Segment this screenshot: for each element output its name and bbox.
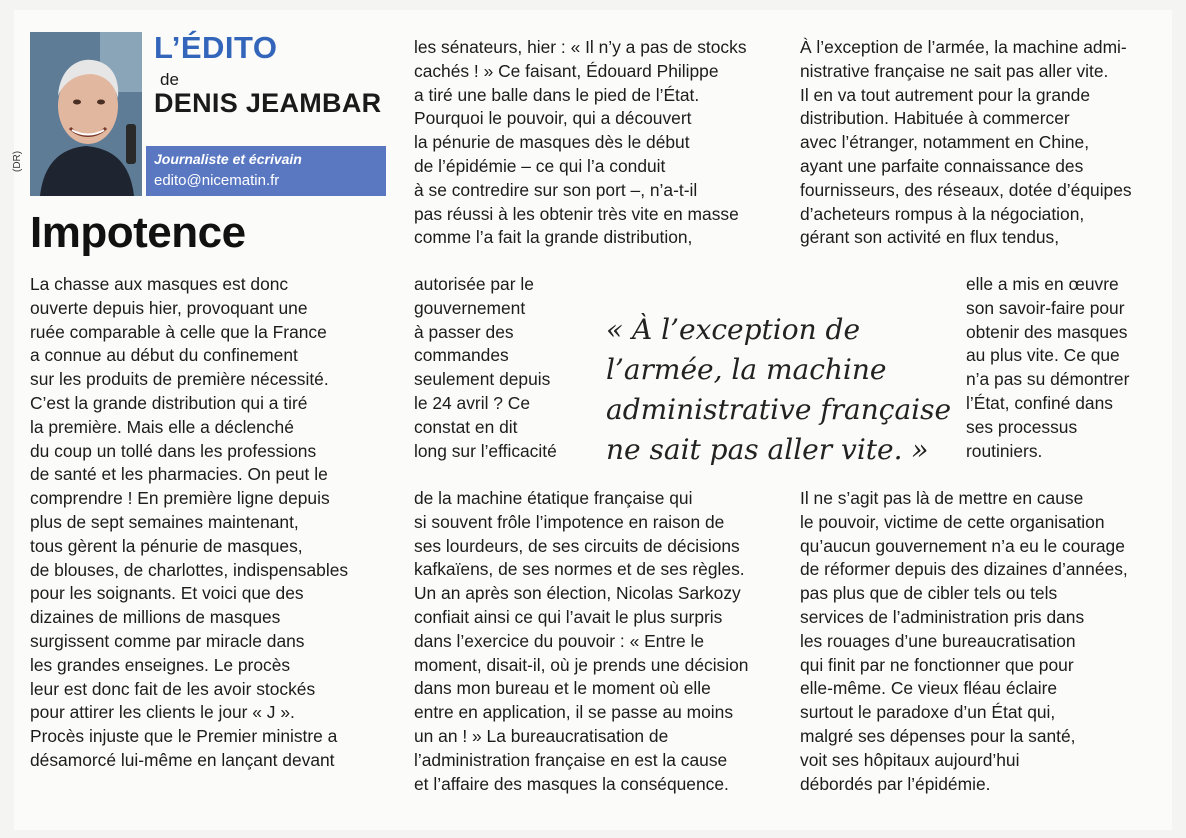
text-line: comprendre ! En première ligne depuis	[30, 488, 330, 509]
text-line: distribution. Habituée à commercer	[800, 108, 1070, 129]
text-line: C’est la grande distribution qui a tiré	[30, 392, 308, 413]
text-line: pour les soignants. Et voici que des	[30, 583, 304, 604]
text-line: constat en dit	[414, 416, 518, 437]
text-line: pas plus que de cibler tels ou tels	[800, 583, 1058, 604]
text-line: surgissent comme par miracle dans	[30, 630, 305, 651]
text-line: ne sait pas aller vite. »	[606, 433, 929, 466]
text-line: dans l’exercice du pouvoir : « Entre le	[414, 630, 705, 651]
text-line: fournisseurs, des réseaux, dotée d’équipes	[800, 179, 1132, 200]
text-line: elle-même. Ce vieux fléau éclaire	[800, 678, 1058, 699]
column-2-bottom	[414, 487, 748, 796]
text-line: un an ! » La bureaucratisation de	[414, 725, 669, 746]
text-line: ayant une parfaite connaissance des	[800, 155, 1084, 176]
text-line: La chasse aux masques est donc	[30, 274, 289, 294]
photo-credit: (DR)	[12, 150, 23, 172]
text-line: sur les produits de première nécessité.	[30, 369, 329, 390]
text-line: le 24 avril ? Ce	[414, 392, 530, 413]
text-line: autorisée par le	[414, 274, 534, 294]
text-line: voit ses hôpitaux aujourd’hui	[800, 749, 1020, 770]
text-line: routiniers.	[966, 440, 1043, 461]
text-line: plus de sept semaines maintenant,	[30, 511, 299, 532]
text-line: gérant son activité en flux tendus,	[800, 227, 1060, 248]
text-line: à se contredire sur son port –, n’a-t-il	[414, 179, 698, 200]
text-line: « À l’exception de	[606, 313, 861, 346]
text-line: qui finit par ne fonctionner que pour	[800, 654, 1074, 675]
text-line: seulement depuis	[414, 369, 551, 390]
text-line: a tiré une balle dans le pied de l’État.	[414, 84, 700, 105]
text-line: ouverte depuis hier, provoquant une	[30, 297, 308, 318]
text-line: les rouages d’une bureaucratisation	[800, 630, 1076, 651]
text-line: du coup un tollé dans les professions	[30, 440, 317, 461]
text-line: ses processus	[966, 416, 1078, 437]
text-line: de l’épidémie – ce qui l’a conduit	[414, 155, 666, 176]
text-line: Pourquoi le pouvoir, qui a découvert	[414, 108, 692, 129]
text-line: n’a pas su démontrer	[966, 369, 1130, 390]
author-info-box	[146, 146, 386, 196]
text-line: débordés par l’épidémie.	[800, 773, 991, 794]
text-line: dans mon bureau et le moment où elle	[414, 678, 711, 699]
text-line: l’armée, la machine	[606, 353, 887, 386]
text-line: de réformer depuis des dizaines d’années,	[800, 559, 1128, 580]
text-line: kafkaïens, de ses normes et de ses règles.	[414, 559, 745, 580]
text-line: Procès injuste que le Premier ministre a	[30, 726, 338, 747]
column-1	[30, 273, 348, 773]
text-line: administrative française	[606, 393, 952, 426]
text-line: de la machine étatique française qui	[414, 488, 693, 508]
column-3-middle	[966, 273, 1129, 463]
text-line: avec l’étranger, notamment en Chine,	[800, 132, 1090, 153]
text-line: de blouses, de charlottes, indispensables	[30, 559, 349, 580]
text-line: malgré ses dépenses pour la santé,	[800, 725, 1076, 746]
author-role: Journaliste et écrivain	[154, 151, 302, 167]
text-line: son savoir-faire pour	[966, 297, 1125, 318]
text-line: nistrative française ne sait pas aller vite.	[800, 60, 1109, 81]
author-name: DENIS JEAMBAR	[154, 88, 382, 118]
text-line: et l’affaire des masques la conséquence.	[414, 773, 729, 794]
pull-quote	[606, 310, 951, 470]
author-photo	[30, 32, 142, 196]
text-line: si souvent frôle l’impotence en raison de	[414, 511, 725, 532]
edito-de: de	[160, 70, 179, 89]
text-line: a connue au début du confinement	[30, 345, 298, 366]
text-line: leur est donc fait de les avoir stockés	[30, 678, 316, 699]
column-3-bottom	[800, 487, 1128, 796]
text-line: l’État, confiné dans	[966, 392, 1113, 413]
text-line: À l’exception de l’armée, la machine admi-	[800, 37, 1127, 57]
text-line: à passer des	[414, 321, 514, 342]
text-line: les sénateurs, hier : « Il n’y a pas de stocks	[414, 37, 747, 57]
text-line: désamorcé lui-même en lançant devant	[30, 749, 335, 770]
text-line: entre en application, il se passe au moins	[414, 702, 734, 723]
text-line: Un an après son élection, Nicolas Sarkozy	[414, 583, 741, 604]
text-line: gouvernement	[414, 297, 526, 318]
text-line: confiait ainsi ce qui l’avait le plus surpris	[414, 606, 723, 627]
text-line: d’acheteurs rompus à la négociation,	[800, 203, 1085, 224]
text-line: elle a mis en œuvre	[966, 274, 1119, 294]
text-line: la première. Mais elle a déclenché	[30, 416, 294, 437]
text-line: surtout le paradoxe d’un État qui,	[800, 702, 1056, 723]
text-line: moment, disait-il, où je prends une décision	[414, 654, 749, 675]
text-line: de santé et les pharmacies. On peut le	[30, 464, 328, 485]
text-line: commandes	[414, 345, 509, 366]
author-email[interactable]: edito@nicematin.fr	[154, 172, 280, 189]
text-line: Il ne s’agit pas là de mettre en cause	[800, 488, 1084, 508]
text-line: le pouvoir, victime de cette organisation	[800, 511, 1105, 532]
text-line: pas réussi à les obtenir très vite en masse	[414, 203, 739, 224]
text-line: la pénurie de masques dès le début	[414, 132, 690, 153]
text-line: ses lourdeurs, de ses circuits de décisions	[414, 535, 740, 556]
text-line: Il en va tout autrement pour la grande	[800, 84, 1091, 105]
text-line: au plus vite. Ce que	[966, 345, 1120, 366]
edito-kicker: L’ÉDITO	[154, 30, 278, 65]
text-line: les grandes enseignes. Le procès	[30, 654, 291, 675]
text-line: cachés ! » Ce faisant, Édouard Philippe	[414, 60, 719, 81]
article-headline: Impotence	[30, 208, 246, 257]
text-line: ruée comparable à celle que la France	[30, 321, 327, 342]
text-line: comme l’a fait la grande distribution,	[414, 227, 693, 248]
column-2-top	[414, 36, 747, 250]
text-line: tous gèrent la pénurie de masques,	[30, 535, 303, 556]
text-line: pour attirer les clients le jour « J ».	[30, 702, 295, 723]
text-line: l’administration française en est la cause	[414, 749, 728, 770]
column-3-top	[800, 36, 1132, 250]
text-line: qu’aucun gouvernement n’a eu le courage	[800, 535, 1125, 556]
text-line: obtenir des masques	[966, 321, 1128, 342]
column-2-middle	[414, 273, 557, 463]
text-line: services de l’administration pris dans	[800, 606, 1085, 627]
text-line: dizaines de millions de masques	[30, 607, 281, 628]
text-line: long sur l’efficacité	[414, 440, 557, 461]
